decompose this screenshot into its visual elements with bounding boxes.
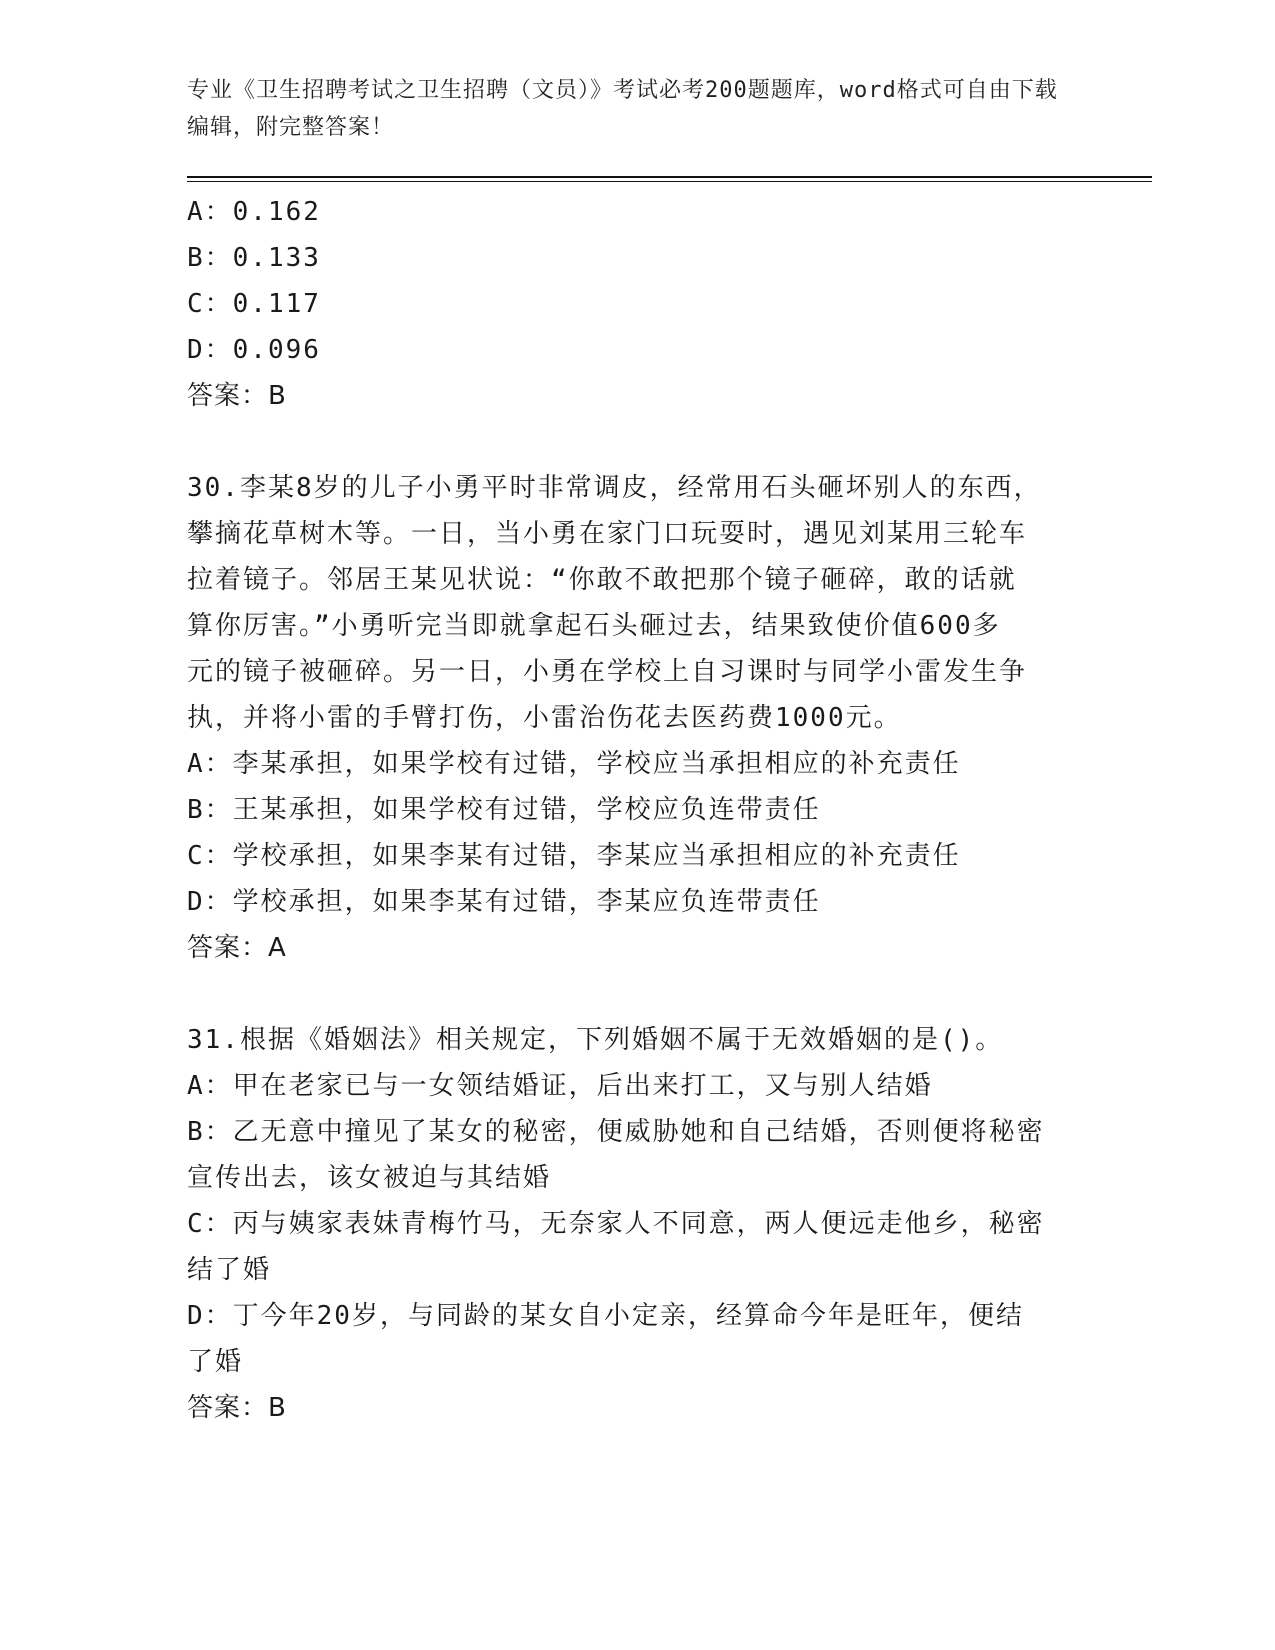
question-stem-line: 攀摘花草树木等。一日，当小勇在家门口玩耍时，遇见刘某用三轮车 bbox=[187, 519, 1028, 549]
question-30 bbox=[187, 465, 1087, 971]
spacer bbox=[187, 971, 1087, 1017]
spacer bbox=[187, 419, 1087, 465]
question-31 bbox=[187, 1017, 1087, 1431]
option-c-line-2: 结了婚 bbox=[187, 1255, 272, 1285]
header-divider-thin bbox=[187, 181, 1152, 182]
option-d-line-2: 了婚 bbox=[187, 1347, 244, 1377]
option-d: D：0.096 bbox=[187, 335, 321, 365]
option-d: D：学校承担，如果李某有过错，李某应负连带责任 bbox=[187, 887, 821, 917]
option-d-line-1: D：丁今年20岁，与同龄的某女自小定亲，经算命今年是旺年，便结 bbox=[187, 1301, 1024, 1331]
answer: 答案：B bbox=[187, 1393, 287, 1423]
question-stem-line: 拉着镜子。邻居王某见状说：“你敢不敢把那个镜子砸碎，敢的话就 bbox=[187, 565, 1017, 595]
question-stem-line: 30.李某8岁的儿子小勇平时非常调皮，经常用石头砸坏别人的东西， bbox=[187, 473, 1042, 503]
option-a: A：0.162 bbox=[187, 197, 321, 227]
option-b-line-2: 宣传出去，该女被迫与其结婚 bbox=[187, 1163, 552, 1193]
question-stem: 31.根据《婚姻法》相关规定，下列婚姻不属于无效婚姻的是()。 bbox=[187, 1025, 1004, 1055]
question-stem-line: 执，并将小雷的手臂打伤，小雷治伤花去医药费1000元。 bbox=[187, 703, 902, 733]
question-29-tail bbox=[187, 189, 1087, 419]
question-stem-line: 元的镜子被砸碎。另一日，小勇在学校上自习课时与同学小雷发生争 bbox=[187, 657, 1028, 687]
option-b-line-1: B：乙无意中撞见了某女的秘密，便威胁她和自己结婚，否则便将秘密 bbox=[187, 1117, 1045, 1147]
header-divider-thick bbox=[187, 176, 1152, 178]
option-b: B：0.133 bbox=[187, 243, 321, 273]
option-a: A：甲在老家已与一女领结婚证，后出来打工，又与别人结婚 bbox=[187, 1071, 933, 1101]
option-c: C：0.117 bbox=[187, 289, 321, 319]
option-c: C：学校承担，如果李某有过错，李某应当承担相应的补充责任 bbox=[187, 841, 961, 871]
document-body bbox=[187, 189, 1087, 1431]
page-header: 专业《卫生招聘考试之卫生招聘（文员）》考试必考200题题库，word格式可自由下载编辑，附完整答案！ bbox=[187, 78, 1058, 140]
answer: 答案：B bbox=[187, 381, 287, 411]
question-stem-line: 算你厉害。”小勇听完当即就拿起石头砸过去，结果致使价值600多 bbox=[187, 611, 1001, 641]
option-a: A：李某承担，如果学校有过错，学校应当承担相应的补充责任 bbox=[187, 749, 961, 779]
option-c-line-1: C：丙与姨家表妹青梅竹马，无奈家人不同意，两人便远走他乡，秘密 bbox=[187, 1209, 1045, 1239]
option-b: B：王某承担，如果学校有过错，学校应负连带责任 bbox=[187, 795, 821, 825]
answer: 答案：A bbox=[187, 933, 287, 963]
